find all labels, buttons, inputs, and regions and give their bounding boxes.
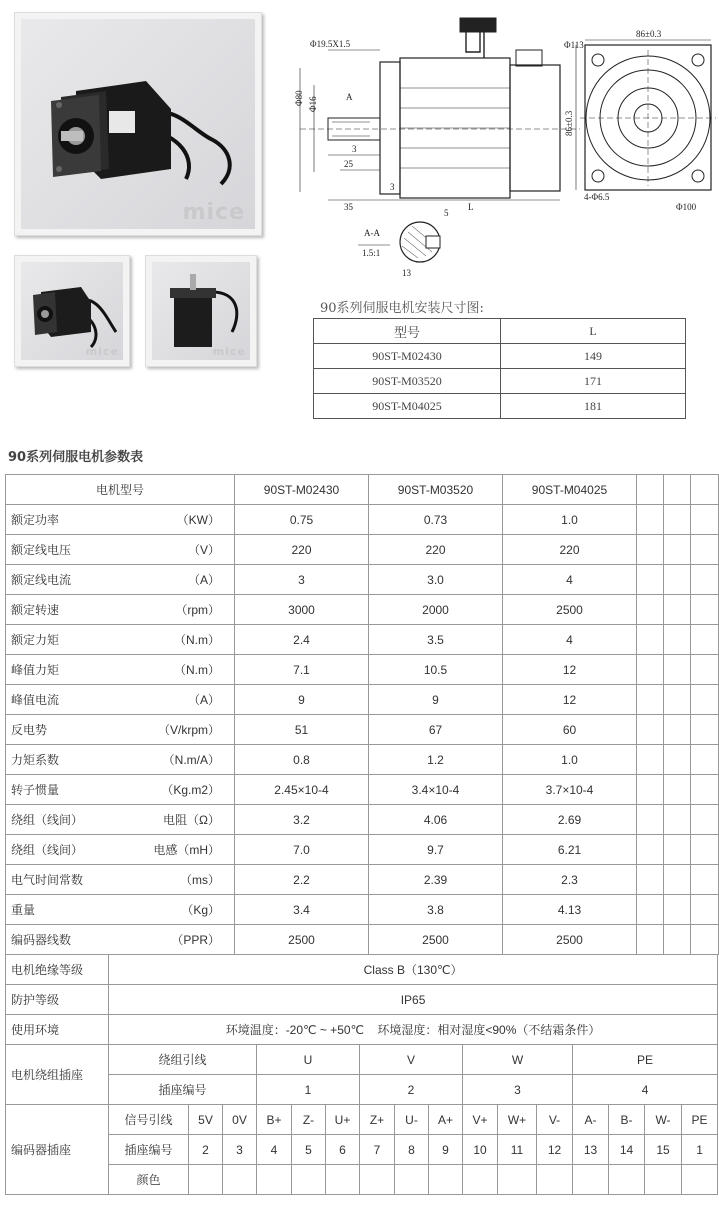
spec-value: 2000	[369, 595, 503, 625]
spec-value: 7.0	[235, 835, 369, 865]
spec-empty-cell	[691, 865, 719, 895]
encoder-label: 编码器插座	[6, 1105, 109, 1195]
spec-value: 3.0	[369, 565, 503, 595]
dim-model: 90ST-M03520	[314, 369, 501, 394]
main-photo	[14, 12, 262, 236]
spec-empty-cell	[664, 565, 691, 595]
spec-value: 220	[503, 535, 637, 565]
spec-value: 220	[235, 535, 369, 565]
spec-empty-cell	[664, 775, 691, 805]
spec-value: 2.39	[369, 865, 503, 895]
spec-param-name: 额定转速	[11, 603, 60, 617]
spec-empty-cell	[664, 595, 691, 625]
winding-lead: W	[463, 1045, 573, 1075]
spec-empty-cell	[664, 655, 691, 685]
motor-image	[21, 19, 255, 229]
spec-value: 4	[503, 565, 637, 595]
label-key5: 5	[444, 208, 449, 218]
spec-param-unit: （A）	[187, 693, 220, 707]
spec-empty-cell	[691, 835, 719, 865]
encoder-pin: 12	[537, 1135, 573, 1165]
encoder-pin-label: 插座编号	[109, 1135, 189, 1165]
spec-param	[6, 565, 235, 595]
spec-param	[6, 895, 235, 925]
spec-row	[6, 925, 719, 955]
spec-empty-cell	[664, 895, 691, 925]
photo-small-2	[145, 255, 257, 367]
winding-pin-label: 插座编号	[109, 1075, 257, 1105]
spec-value: 2500	[369, 925, 503, 955]
insulation-value: Class B（130℃）	[109, 955, 718, 985]
label-dim35: 35	[344, 202, 353, 212]
spec-empty-cell	[637, 565, 664, 595]
spec-param-unit: （N.m/A）	[162, 753, 220, 767]
encoder-signal: 5V	[189, 1105, 223, 1135]
encoder-color-label: 颜色	[109, 1165, 189, 1195]
spec-param-name: 重量	[11, 903, 36, 917]
encoder-pin: 9	[429, 1135, 463, 1165]
encoder-color	[498, 1165, 537, 1195]
encoder-pin: 1	[682, 1135, 718, 1165]
spec-empty-cell	[691, 805, 719, 835]
spec-empty-cell	[637, 745, 664, 775]
spec-param-name: 转子惯量	[11, 783, 60, 797]
spec-param	[6, 925, 235, 955]
label-d-shaft: Φ19.5X1.5	[310, 39, 351, 49]
spec-param-name: 力矩系数	[11, 753, 60, 767]
encoder-signal: V+	[463, 1105, 498, 1135]
spec-value: 1.0	[503, 745, 637, 775]
spec-row	[6, 775, 719, 805]
encoder-signal: U+	[326, 1105, 360, 1135]
encoder-signal: B-	[609, 1105, 645, 1135]
watermark: mice	[182, 200, 245, 225]
spec-param	[6, 535, 235, 565]
spec-row	[6, 865, 719, 895]
spec-param-name: 绕组（线间）	[11, 843, 84, 857]
motor-image-top	[152, 262, 250, 360]
spec-value: 2.2	[235, 865, 369, 895]
encoder-color	[429, 1165, 463, 1195]
encoder-color	[223, 1165, 257, 1195]
spec-param-unit: （A）	[187, 573, 220, 587]
spec-value: 0.75	[235, 505, 369, 535]
spec-empty-cell	[637, 895, 664, 925]
spec-row	[6, 655, 719, 685]
spec-empty-cell	[664, 685, 691, 715]
spec-param	[6, 655, 235, 685]
spec-empty-cell	[691, 625, 719, 655]
spec-value: 3000	[235, 595, 369, 625]
dimension-drawing	[280, 10, 719, 285]
spec-value: 10.5	[369, 655, 503, 685]
label-dim3a: 3	[352, 144, 357, 154]
spec-empty-cell	[637, 835, 664, 865]
spec-param	[6, 595, 235, 625]
spec-param-unit: （N.m）	[174, 663, 220, 677]
encoder-signal: Z-	[292, 1105, 326, 1135]
encoder-signal-label: 信号引线	[109, 1105, 189, 1135]
label-a-mark: A	[346, 92, 353, 102]
label-d100: Φ100	[676, 202, 697, 212]
spec-param	[6, 505, 235, 535]
label-d80: Φ80	[294, 90, 304, 106]
spec-row	[6, 835, 719, 865]
label-dim25: 25	[344, 159, 353, 169]
spec-param-name: 额定力矩	[11, 633, 60, 647]
spec-param	[6, 715, 235, 745]
spec-empty-cell	[664, 475, 691, 505]
spec-empty-cell	[637, 775, 664, 805]
watermark-small-1: mice	[85, 345, 119, 358]
label-w86: 86±0.3	[636, 29, 662, 39]
spec-value: 220	[369, 535, 503, 565]
spec-empty-cell	[691, 895, 719, 925]
protection-value: IP65	[109, 985, 718, 1015]
insulation-label: 电机绝缘等级	[6, 955, 109, 985]
spec-param	[6, 805, 235, 835]
spec-empty-cell	[637, 805, 664, 835]
spec-table-bottom	[5, 954, 718, 1195]
encoder-signal: PE	[682, 1105, 718, 1135]
spec-value: 1.0	[503, 505, 637, 535]
spec-empty-cell	[664, 925, 691, 955]
encoder-pin: 6	[326, 1135, 360, 1165]
spec-empty-cell	[691, 745, 719, 775]
winding-lead-label: 绕组引线	[109, 1045, 257, 1075]
environment-value: 环境温度：-20℃ ~ +50℃ 环境湿度：相对湿度<90%（不结霜条件）	[109, 1015, 718, 1045]
encoder-color	[682, 1165, 718, 1195]
dim-model: 90ST-M04025	[314, 394, 501, 419]
drawing-caption: 90系列伺服电机安装尺寸图:	[320, 301, 484, 316]
encoder-signal: W+	[498, 1105, 537, 1135]
encoder-signal: B+	[257, 1105, 292, 1135]
spec-header-col: 90ST-M02430	[235, 475, 369, 505]
spec-empty-cell	[691, 565, 719, 595]
spec-value: 67	[369, 715, 503, 745]
winding-lead: PE	[573, 1045, 718, 1075]
spec-row	[6, 805, 719, 835]
spec-value: 3.7×10-4	[503, 775, 637, 805]
encoder-color	[609, 1165, 645, 1195]
label-holes: 4-Φ6.5	[584, 192, 610, 202]
encoder-signal: W-	[645, 1105, 682, 1135]
spec-param-name: 额定线电压	[11, 543, 72, 557]
spec-row	[6, 565, 719, 595]
label-d16: Φ16	[308, 96, 318, 112]
spec-header-col: 90ST-M04025	[503, 475, 637, 505]
encoder-color	[326, 1165, 360, 1195]
spec-param	[6, 865, 235, 895]
watermark-small-2: mice	[212, 345, 246, 358]
spec-empty-cell	[691, 535, 719, 565]
encoder-color	[537, 1165, 573, 1195]
spec-empty-cell	[664, 715, 691, 745]
spec-empty-cell	[637, 625, 664, 655]
encoder-signal: V-	[537, 1105, 573, 1135]
spec-value: 12	[503, 655, 637, 685]
winding-pin: 2	[360, 1075, 463, 1105]
spec-empty-cell	[664, 625, 691, 655]
spec-title: 90系列伺服电机参数表	[8, 450, 144, 465]
encoder-pin: 15	[645, 1135, 682, 1165]
encoder-pin: 5	[292, 1135, 326, 1165]
spec-param	[6, 625, 235, 655]
dim-model: 90ST-M02430	[314, 344, 501, 369]
spec-empty-cell	[664, 505, 691, 535]
spec-param-unit: 电阻（Ω）	[163, 813, 220, 827]
label-key13: 13	[402, 268, 411, 278]
spec-empty-cell	[637, 505, 664, 535]
encoder-pin: 13	[573, 1135, 609, 1165]
spec-value: 3.4×10-4	[369, 775, 503, 805]
encoder-color	[292, 1165, 326, 1195]
protection-label: 防护等级	[6, 985, 109, 1015]
spec-empty-cell	[664, 535, 691, 565]
spec-value: 2500	[503, 595, 637, 625]
spec-header-row	[6, 475, 719, 505]
spec-param-unit: （rpm）	[175, 603, 220, 617]
spec-row	[6, 895, 719, 925]
spec-empty-cell	[637, 715, 664, 745]
label-section: A-A	[364, 228, 380, 238]
spec-row	[6, 715, 719, 745]
spec-empty-cell	[691, 655, 719, 685]
dim-header-l: L	[501, 319, 686, 344]
winding-pin: 4	[573, 1075, 718, 1105]
winding-label: 电机绕组插座	[6, 1045, 109, 1105]
spec-empty-cell	[691, 595, 719, 625]
spec-value: 4.13	[503, 895, 637, 925]
dim-header-model: 型号	[314, 319, 501, 344]
encoder-pin: 11	[498, 1135, 537, 1165]
spec-value: 3.8	[369, 895, 503, 925]
spec-empty-cell	[664, 745, 691, 775]
spec-value: 6.21	[503, 835, 637, 865]
spec-row	[6, 625, 719, 655]
spec-value: 4.06	[369, 805, 503, 835]
encoder-color	[395, 1165, 429, 1195]
spec-value: 60	[503, 715, 637, 745]
spec-empty-cell	[637, 655, 664, 685]
spec-value: 0.73	[369, 505, 503, 535]
encoder-color	[189, 1165, 223, 1195]
spec-value: 4	[503, 625, 637, 655]
spec-empty-cell	[637, 535, 664, 565]
spec-param-unit: （N.m）	[174, 633, 220, 647]
spec-param-unit: （Kg.m2）	[161, 783, 220, 797]
encoder-pin: 14	[609, 1135, 645, 1165]
dim-l: 181	[501, 394, 686, 419]
spec-empty-cell	[637, 865, 664, 895]
spec-empty-cell	[637, 475, 664, 505]
encoder-signal: 0V	[223, 1105, 257, 1135]
spec-param	[6, 775, 235, 805]
spec-param-unit: （Kg）	[181, 903, 220, 917]
encoder-color	[360, 1165, 395, 1195]
dim-l: 149	[501, 344, 686, 369]
spec-param	[6, 685, 235, 715]
encoder-pin: 2	[189, 1135, 223, 1165]
spec-value: 51	[235, 715, 369, 745]
spec-param-name: 峰值电流	[11, 693, 60, 707]
spec-value: 3.2	[235, 805, 369, 835]
spec-value: 0.8	[235, 745, 369, 775]
label-h86: 86±0.3	[564, 110, 574, 136]
spec-value: 12	[503, 685, 637, 715]
spec-param-unit: 电感（mH）	[153, 843, 220, 857]
spec-empty-cell	[664, 805, 691, 835]
encoder-color	[645, 1165, 682, 1195]
spec-empty-cell	[691, 715, 719, 745]
spec-value: 9.7	[369, 835, 503, 865]
encoder-signal: Z+	[360, 1105, 395, 1135]
spec-param-unit: （PPR）	[171, 933, 220, 947]
spec-param-name: 反电势	[11, 723, 48, 737]
dimension-table	[313, 318, 686, 419]
spec-value: 1.2	[369, 745, 503, 775]
winding-lead: V	[360, 1045, 463, 1075]
encoder-pin: 10	[463, 1135, 498, 1165]
spec-row	[6, 745, 719, 775]
encoder-pin: 4	[257, 1135, 292, 1165]
spec-row	[6, 595, 719, 625]
spec-param-name: 峰值力矩	[11, 663, 60, 677]
spec-value: 2.45×10-4	[235, 775, 369, 805]
spec-value: 9	[369, 685, 503, 715]
spec-value: 7.1	[235, 655, 369, 685]
spec-param-unit: （KW）	[176, 513, 220, 527]
spec-header-model: 电机型号	[6, 475, 235, 505]
encoder-color	[573, 1165, 609, 1195]
spec-param-name: 额定线电流	[11, 573, 72, 587]
encoder-signal: A-	[573, 1105, 609, 1135]
encoder-color	[463, 1165, 498, 1195]
spec-table	[5, 474, 719, 955]
spec-param-name: 额定功率	[11, 513, 60, 527]
winding-pin: 1	[257, 1075, 360, 1105]
encoder-pin: 8	[395, 1135, 429, 1165]
spec-value: 2.69	[503, 805, 637, 835]
spec-value: 9	[235, 685, 369, 715]
spec-param-name: 电气时间常数	[11, 873, 84, 887]
spec-param-unit: （V/krpm）	[157, 723, 220, 737]
spec-empty-cell	[637, 595, 664, 625]
spec-value: 2.4	[235, 625, 369, 655]
spec-param-name: 编码器线数	[11, 933, 72, 947]
spec-value: 2500	[235, 925, 369, 955]
encoder-signal: A+	[429, 1105, 463, 1135]
spec-empty-cell	[664, 835, 691, 865]
spec-row	[6, 685, 719, 715]
spec-header-col: 90ST-M03520	[369, 475, 503, 505]
environment-label: 使用环境	[6, 1015, 109, 1045]
label-dim3b: 3	[390, 182, 395, 192]
spec-param-unit: （V）	[187, 543, 220, 557]
spec-empty-cell	[691, 925, 719, 955]
photo-small-1	[14, 255, 130, 367]
spec-empty-cell	[691, 505, 719, 535]
winding-lead: U	[257, 1045, 360, 1075]
spec-value: 3.4	[235, 895, 369, 925]
spec-empty-cell	[637, 685, 664, 715]
spec-row	[6, 535, 719, 565]
spec-param-name: 绕组（线间）	[11, 813, 84, 827]
spec-value: 3.5	[369, 625, 503, 655]
spec-value: 2.3	[503, 865, 637, 895]
spec-empty-cell	[691, 775, 719, 805]
label-dimL: L	[468, 202, 474, 212]
motor-image-side	[21, 262, 123, 360]
label-d113: Φ113	[564, 40, 584, 50]
spec-value: 2500	[503, 925, 637, 955]
encoder-pin: 3	[223, 1135, 257, 1165]
encoder-signal: U-	[395, 1105, 429, 1135]
spec-param	[6, 835, 235, 865]
spec-empty-cell	[691, 685, 719, 715]
spec-value: 3	[235, 565, 369, 595]
spec-empty-cell	[664, 865, 691, 895]
encoder-color	[257, 1165, 292, 1195]
spec-empty-cell	[637, 925, 664, 955]
spec-row	[6, 505, 719, 535]
dim-l: 171	[501, 369, 686, 394]
spec-empty-cell	[691, 475, 719, 505]
spec-param-unit: （ms）	[180, 873, 220, 887]
spec-param	[6, 745, 235, 775]
label-scale: 1.5:1	[362, 248, 381, 258]
winding-pin: 3	[463, 1075, 573, 1105]
encoder-pin: 7	[360, 1135, 395, 1165]
